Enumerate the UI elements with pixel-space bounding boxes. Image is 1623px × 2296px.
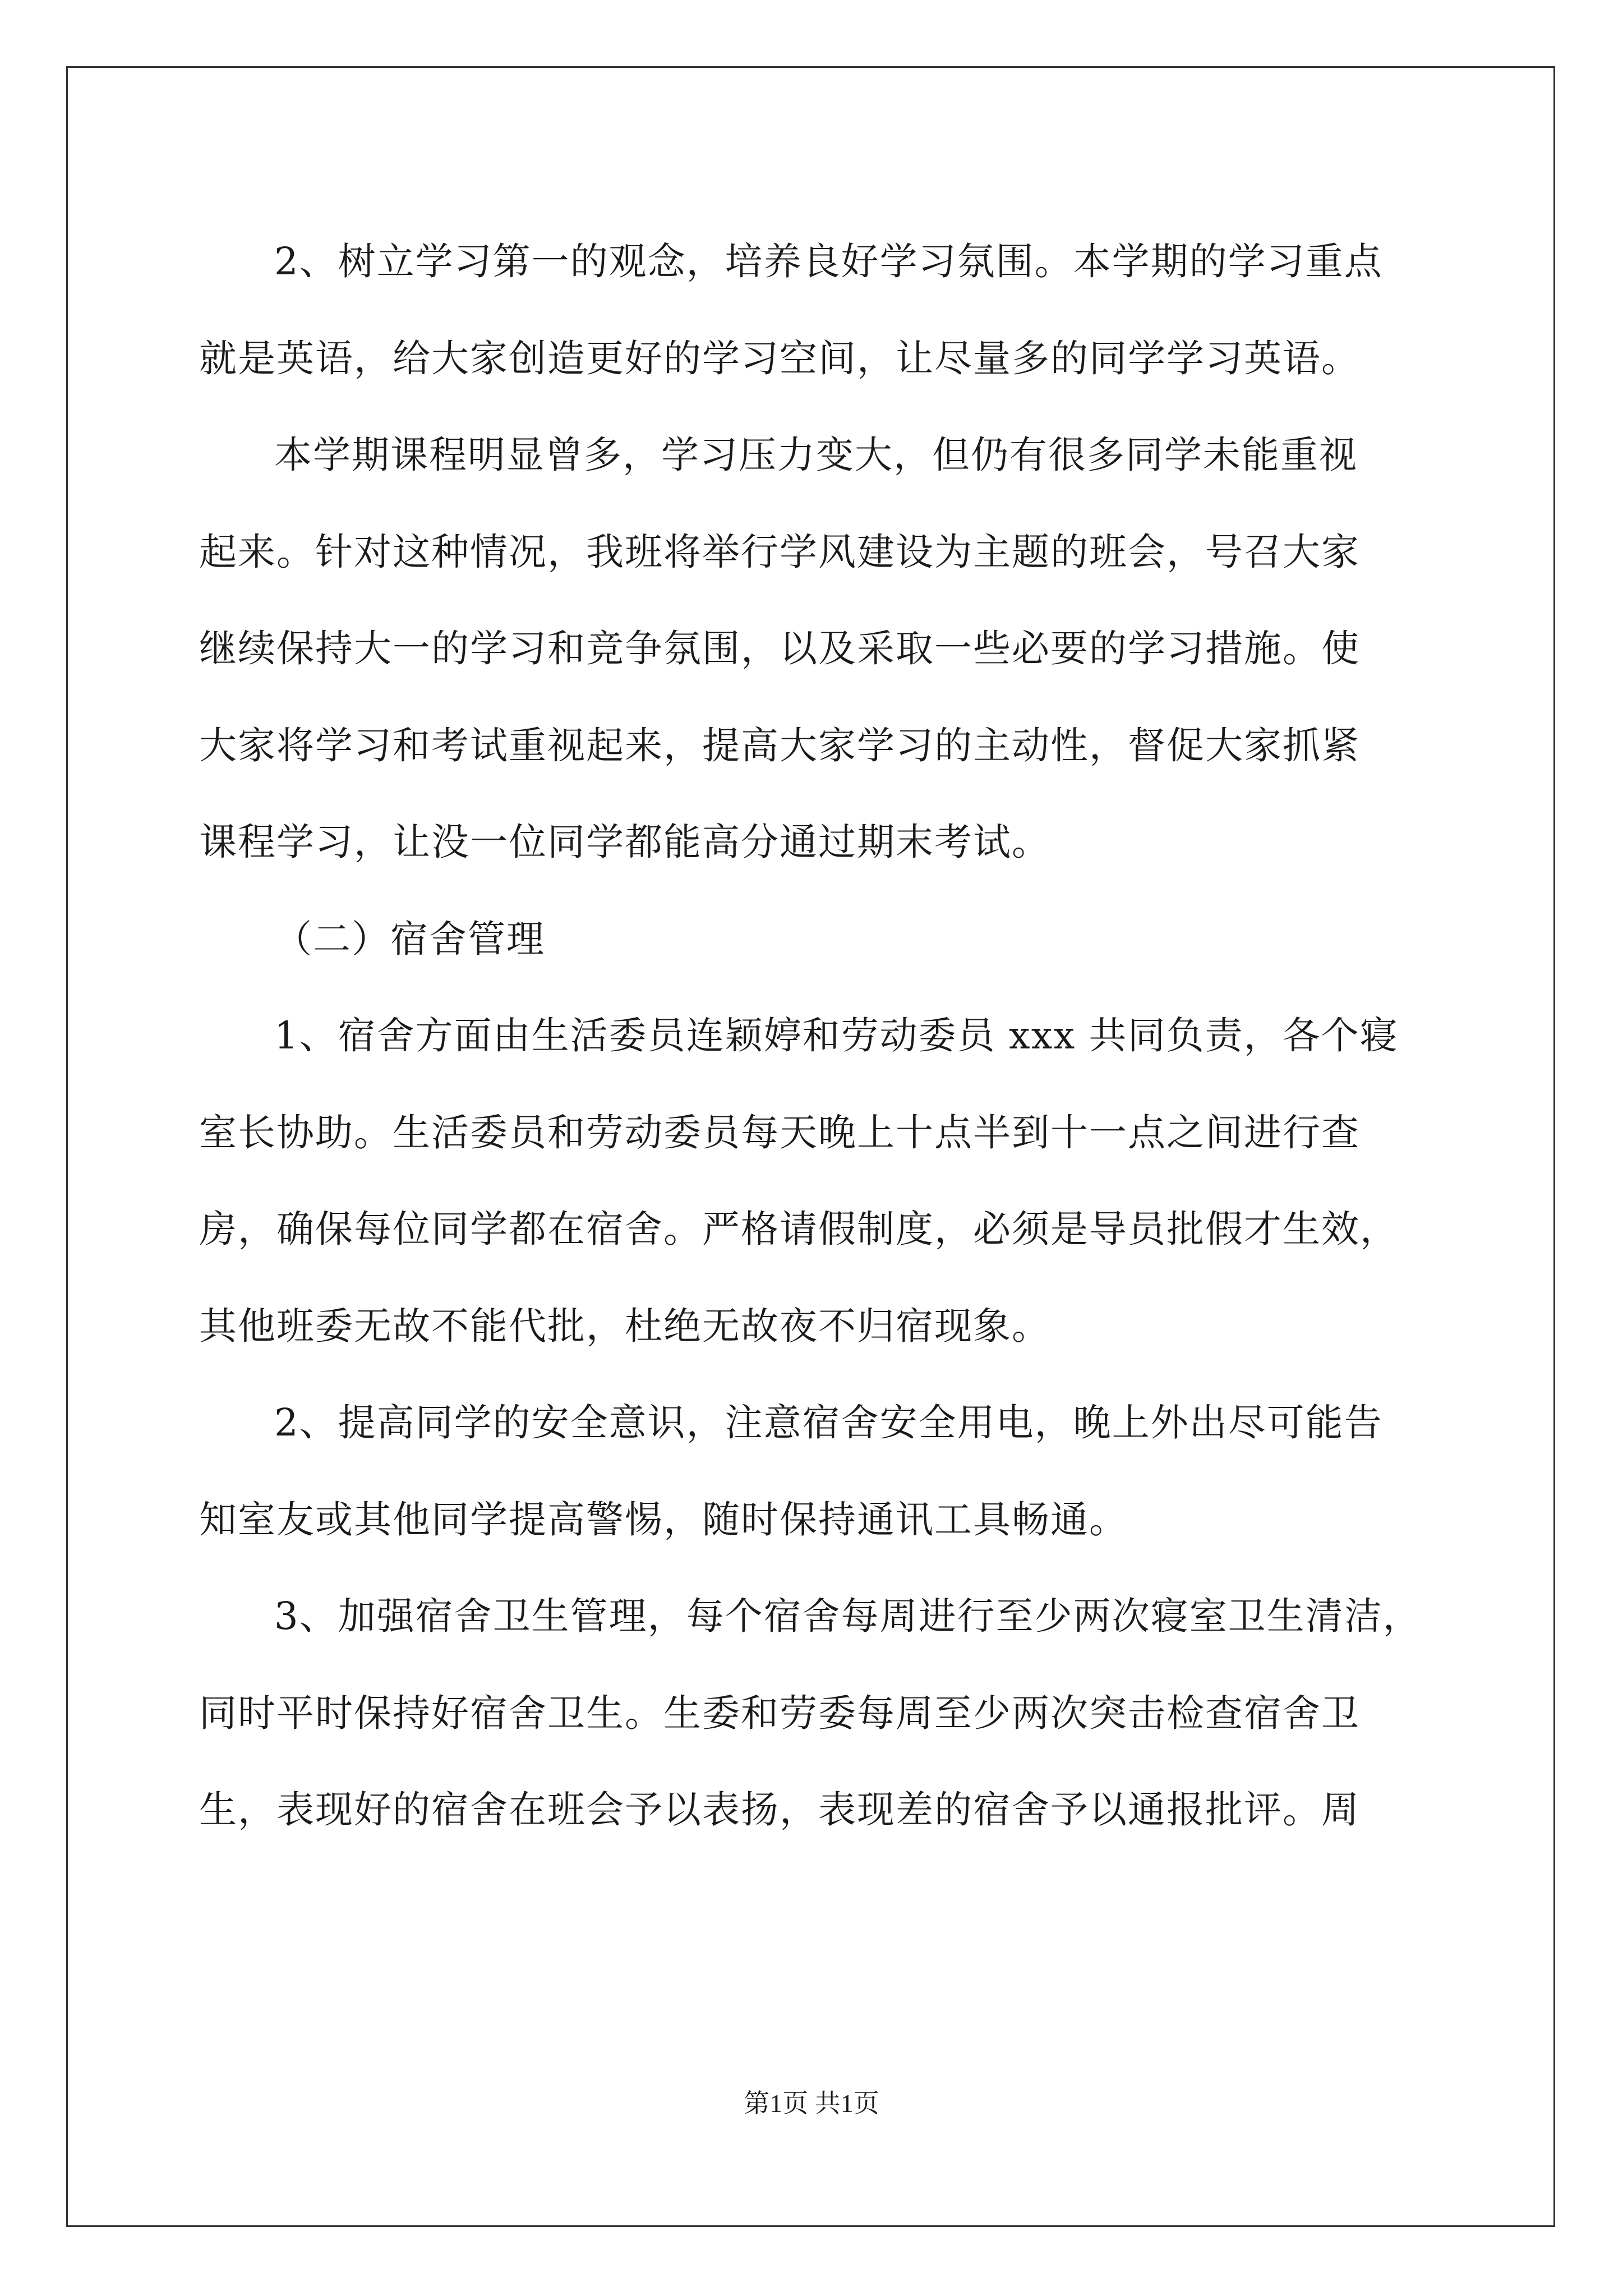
paragraph-line: 其他班委无故不能代批，杜绝无故夜不归宿现象。 <box>199 1304 1050 1348</box>
paragraph-line: 2、提高同学的安全意识，注意宿舍安全用电，晚上外出尽可能告 <box>274 1401 1383 1444</box>
document-body <box>199 213 1427 1858</box>
paragraph-line: 知室友或其他同学提高警惕，随时保持通讯工具畅通。 <box>199 1497 1128 1542</box>
paragraph-line: 生，表现好的宿舍在班会予以表扬，表现差的宿舍予以通报批评。周 <box>199 1788 1360 1832</box>
paragraph-line: 房，确保每位同学都在宿舍。严格请假制度，必须是导员批假才生效， <box>199 1207 1399 1251</box>
paragraph-line: 大家将学习和考试重视起来，提高大家学习的主动性，督促大家抓紧 <box>199 723 1360 767</box>
section-heading: （二）宿舍管理 <box>274 917 545 961</box>
paragraph-line: 继续保持大一的学习和竞争氛围，以及采取一些必要的学习措施。使 <box>199 627 1360 670</box>
paragraph-line: 本学期课程明显曾多，学习压力变大，但仍有很多同学未能重视 <box>274 433 1358 477</box>
paragraph-line: 起来。针对这种情况，我班将举行学风建设为主题的班会，号召大家 <box>199 530 1360 574</box>
paragraph-line: 3、加强宿舍卫生管理，每个宿舍每周进行至少两次寝室卫生清洁， <box>274 1594 1422 1638</box>
paragraph-line: 2、树立学习第一的观念，培养良好学习氛围。本学期的学习重点 <box>274 240 1383 283</box>
paragraph-line: 就是英语，给大家创造更好的学习空间，让尽量多的同学学习英语。 <box>199 336 1360 380</box>
paragraph-line: 室长协助。生活委员和劳动委员每天晚上十点半到十一点之间进行查 <box>199 1110 1360 1154</box>
paragraph-line: 1、宿舍方面由生活委员连颖婷和劳动委员 xxx 共同负责，各个寝 <box>274 1014 1399 1057</box>
paragraph-line: 课程学习，让没一位同学都能高分通过期末考试。 <box>199 820 1050 864</box>
paragraph-line: 同时平时保持好宿舍卫生。生委和劳委每周至少两次突击检查宿舍卫 <box>199 1691 1360 1735</box>
page-footer: 第1页 共1页 <box>744 2089 879 2118</box>
